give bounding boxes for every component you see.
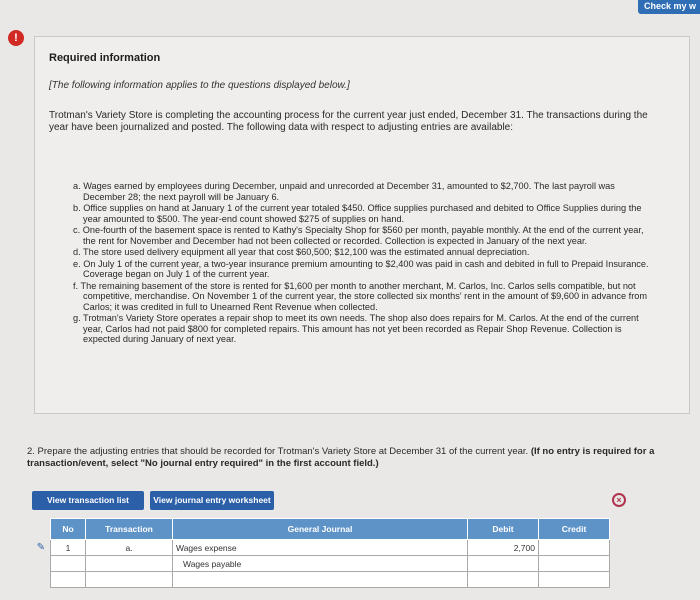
row-no: 1 xyxy=(51,540,86,556)
row-no xyxy=(51,572,86,588)
credit-field[interactable] xyxy=(539,540,610,556)
table-row xyxy=(32,572,610,588)
list-item: g. Trotman's Variety Store operates a repair shop to meet its own needs. The shop also does repairs for M. Carlos. At the end of the current year, Carlos had not paid $800 for completed repairs. This amount has not yet been recorded as Repair Shop Revenue. Collection is expected during January of next year. xyxy=(73,313,639,344)
edit-entry-cell xyxy=(32,556,51,572)
list-item: e. On July 1 of the current year, a two-year insurance premium amounting to $2,400 was paid in cash and debited in full to Prepaid Insurance. Coverage began on July 1 of the current year. xyxy=(73,258,649,279)
row-transaction xyxy=(86,572,173,588)
list-item: f. The remaining basement of the store is rented for $1,600 per month to another merchant, M. Carlos, Inc. Carlos sells compatible, but not competitive, merchandise. On November 1 of the current year, the store collected six months' rent in the amount of $9,600 in advance from Carlos; it was credited in full to Unearned Rent Revenue when collected. xyxy=(73,280,648,312)
list-item: b. Office supplies on hand at January 1 of the current year totaled $450. Office supplies purchased and debited to Office Supplies during the year amounted to $500. The year-end count showed $275 of supplies on hand. xyxy=(73,203,642,224)
col-header-credit: Credit xyxy=(539,519,610,540)
check-my-work-button[interactable]: Check my w xyxy=(638,0,700,14)
close-icon[interactable]: × xyxy=(612,493,626,507)
required-information-title: Required information xyxy=(49,52,161,64)
question-instruction: (If no entry is required for a transaction/event, select "No journal entry required" in the first account field.) xyxy=(27,446,655,469)
account-field[interactable]: Wages payable xyxy=(173,556,468,572)
row-transaction: a. xyxy=(86,540,173,556)
col-header-debit: Debit xyxy=(468,519,539,540)
question-prompt: 2. Prepare the adjusting entries that should be recorded for Trotman's Variety Store at December 31 of the current year. xyxy=(27,446,529,457)
info-intro: Trotman's Variety Store is completing the accounting process for the current year just ended, December 31. The transactions during the year have been journalized and posted. The following data with respect to adjusting entries are available: xyxy=(49,110,648,133)
info-note: [The following information applies to the questions displayed below.] xyxy=(49,80,350,91)
question-text xyxy=(27,446,687,469)
view-transaction-list-button[interactable]: View transaction list xyxy=(32,491,144,510)
credit-field[interactable] xyxy=(539,556,610,572)
account-field[interactable] xyxy=(173,572,468,588)
pencil-icon[interactable]: ✎ xyxy=(36,542,46,553)
row-transaction xyxy=(86,556,173,572)
edit-entry-cell xyxy=(32,572,51,588)
debit-field[interactable] xyxy=(468,572,539,588)
debit-field[interactable]: 2,700 xyxy=(468,540,539,556)
list-item: c. One-fourth of the basement space is rented to Kathy's Specialty Shop for $560 per month, payable monthly. At the end of the current year, the rent for November and December had not been collected or recorded. Collection is expected in January of the next year. xyxy=(73,225,644,246)
adjusting-data-list xyxy=(73,181,653,346)
col-header-no: No xyxy=(51,519,86,540)
credit-field[interactable] xyxy=(539,572,610,588)
list-item: a. Wages earned by employees during December, unpaid and unrecorded at December 31, amounted to $2,700. The last payroll was December 28; the next payroll will be January 6. xyxy=(73,181,615,202)
col-header-transaction: Transaction xyxy=(86,519,173,540)
col-header-account: General Journal xyxy=(173,519,468,540)
view-journal-entry-worksheet-button[interactable]: View journal entry worksheet xyxy=(150,491,274,510)
account-field[interactable]: Wages expense xyxy=(173,540,468,556)
alert-icon: ! xyxy=(8,30,24,46)
journal-table xyxy=(32,518,610,588)
edit-entry-cell[interactable] xyxy=(32,540,51,556)
table-row xyxy=(32,540,610,556)
debit-field[interactable] xyxy=(468,556,539,572)
table-row xyxy=(32,556,610,572)
required-information-panel xyxy=(34,36,690,414)
row-no xyxy=(51,556,86,572)
edit-column-header xyxy=(32,519,51,540)
list-item: d. The store used delivery equipment all year that cost $60,500; $12,100 was the estimated annual depreciation. xyxy=(73,247,530,257)
